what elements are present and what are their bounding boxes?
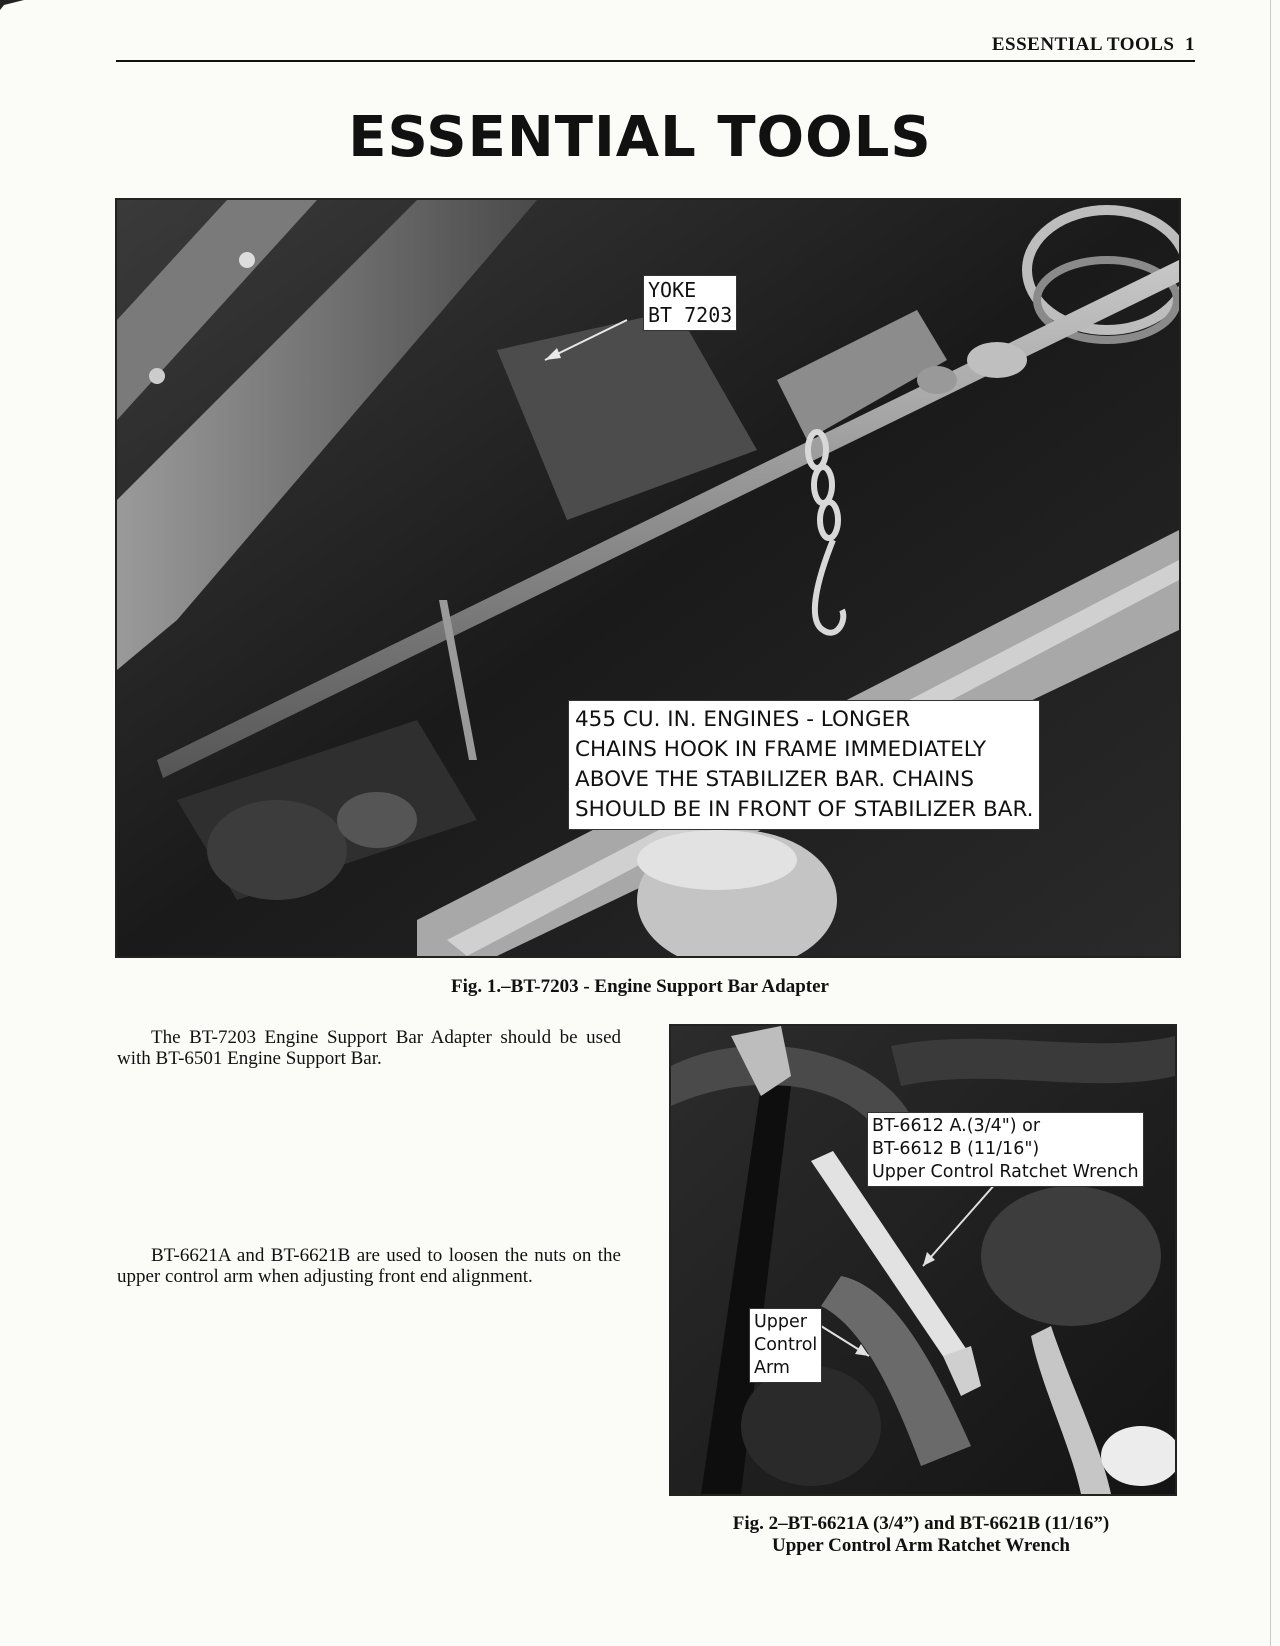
control-arm-label <box>749 1308 822 1383</box>
page-title: ESSENTIAL TOOLS <box>348 105 932 170</box>
header-rule <box>116 60 1195 62</box>
corner-scan-mark <box>0 0 24 10</box>
figure-2-photo <box>669 1024 1177 1496</box>
arm-label-line-3: Arm <box>754 1358 790 1378</box>
wrench-label-line-1: BT-6612 A.(3/4") or <box>872 1116 1041 1136</box>
note-line-3: ABOVE THE STABILIZER BAR. CHAINS <box>575 767 975 792</box>
note-line-4: SHOULD BE IN FRONT OF STABILIZER BAR. <box>575 797 1034 822</box>
note-line-2: CHAINS HOOK IN FRAME IMMEDIATELY <box>575 737 987 762</box>
yoke-label <box>643 275 737 331</box>
engine-chain-note <box>568 700 1040 830</box>
running-header-title: ESSENTIAL TOOLS <box>991 34 1175 55</box>
figure-1-photo <box>115 198 1181 958</box>
wrench-label-line-3: Upper Control Ratchet Wrench <box>872 1162 1139 1182</box>
scan-margin-line <box>1270 0 1271 1646</box>
running-header <box>992 34 1195 56</box>
paragraph-1-text: The BT-7203 Engine Support Bar Adapter should be used with BT-6501 Engine Support Bar. <box>117 1027 621 1069</box>
paragraph-engine-support-adapter <box>117 1027 621 1069</box>
figure-2-caption-line-2: Upper Control Arm Ratchet Wrench <box>771 1534 1070 1556</box>
arm-label-line-1: Upper <box>754 1312 807 1332</box>
yoke-label-line-1: YOKE <box>648 278 697 302</box>
figure-1-caption: Fig. 1.–BT-7203 - Engine Support Bar Adapter <box>451 976 829 997</box>
yoke-label-line-2: BT 7203 <box>648 303 733 327</box>
paragraph-ratchet-wrench <box>117 1245 621 1287</box>
page-number: 1 <box>1185 34 1195 55</box>
arm-label-line-2: Control <box>754 1335 818 1355</box>
wrench-label-line-2: BT-6612 B (11/16") <box>872 1139 1040 1159</box>
figure-2-photo-drawing <box>671 1026 1175 1494</box>
paragraph-2-text: BT-6621A and BT-6621B are used to loosen the nuts on the upper control arm when adjusting front end alignment. <box>117 1245 621 1287</box>
figure-2-caption <box>669 1513 1173 1557</box>
note-line-1: 455 CU. IN. ENGINES - LONGER <box>575 707 911 732</box>
wrench-label <box>867 1112 1144 1187</box>
figure-2-caption-line-1: Fig. 2–BT-6621A (3/4”) and BT-6621B (11/16”) <box>732 1513 1110 1534</box>
